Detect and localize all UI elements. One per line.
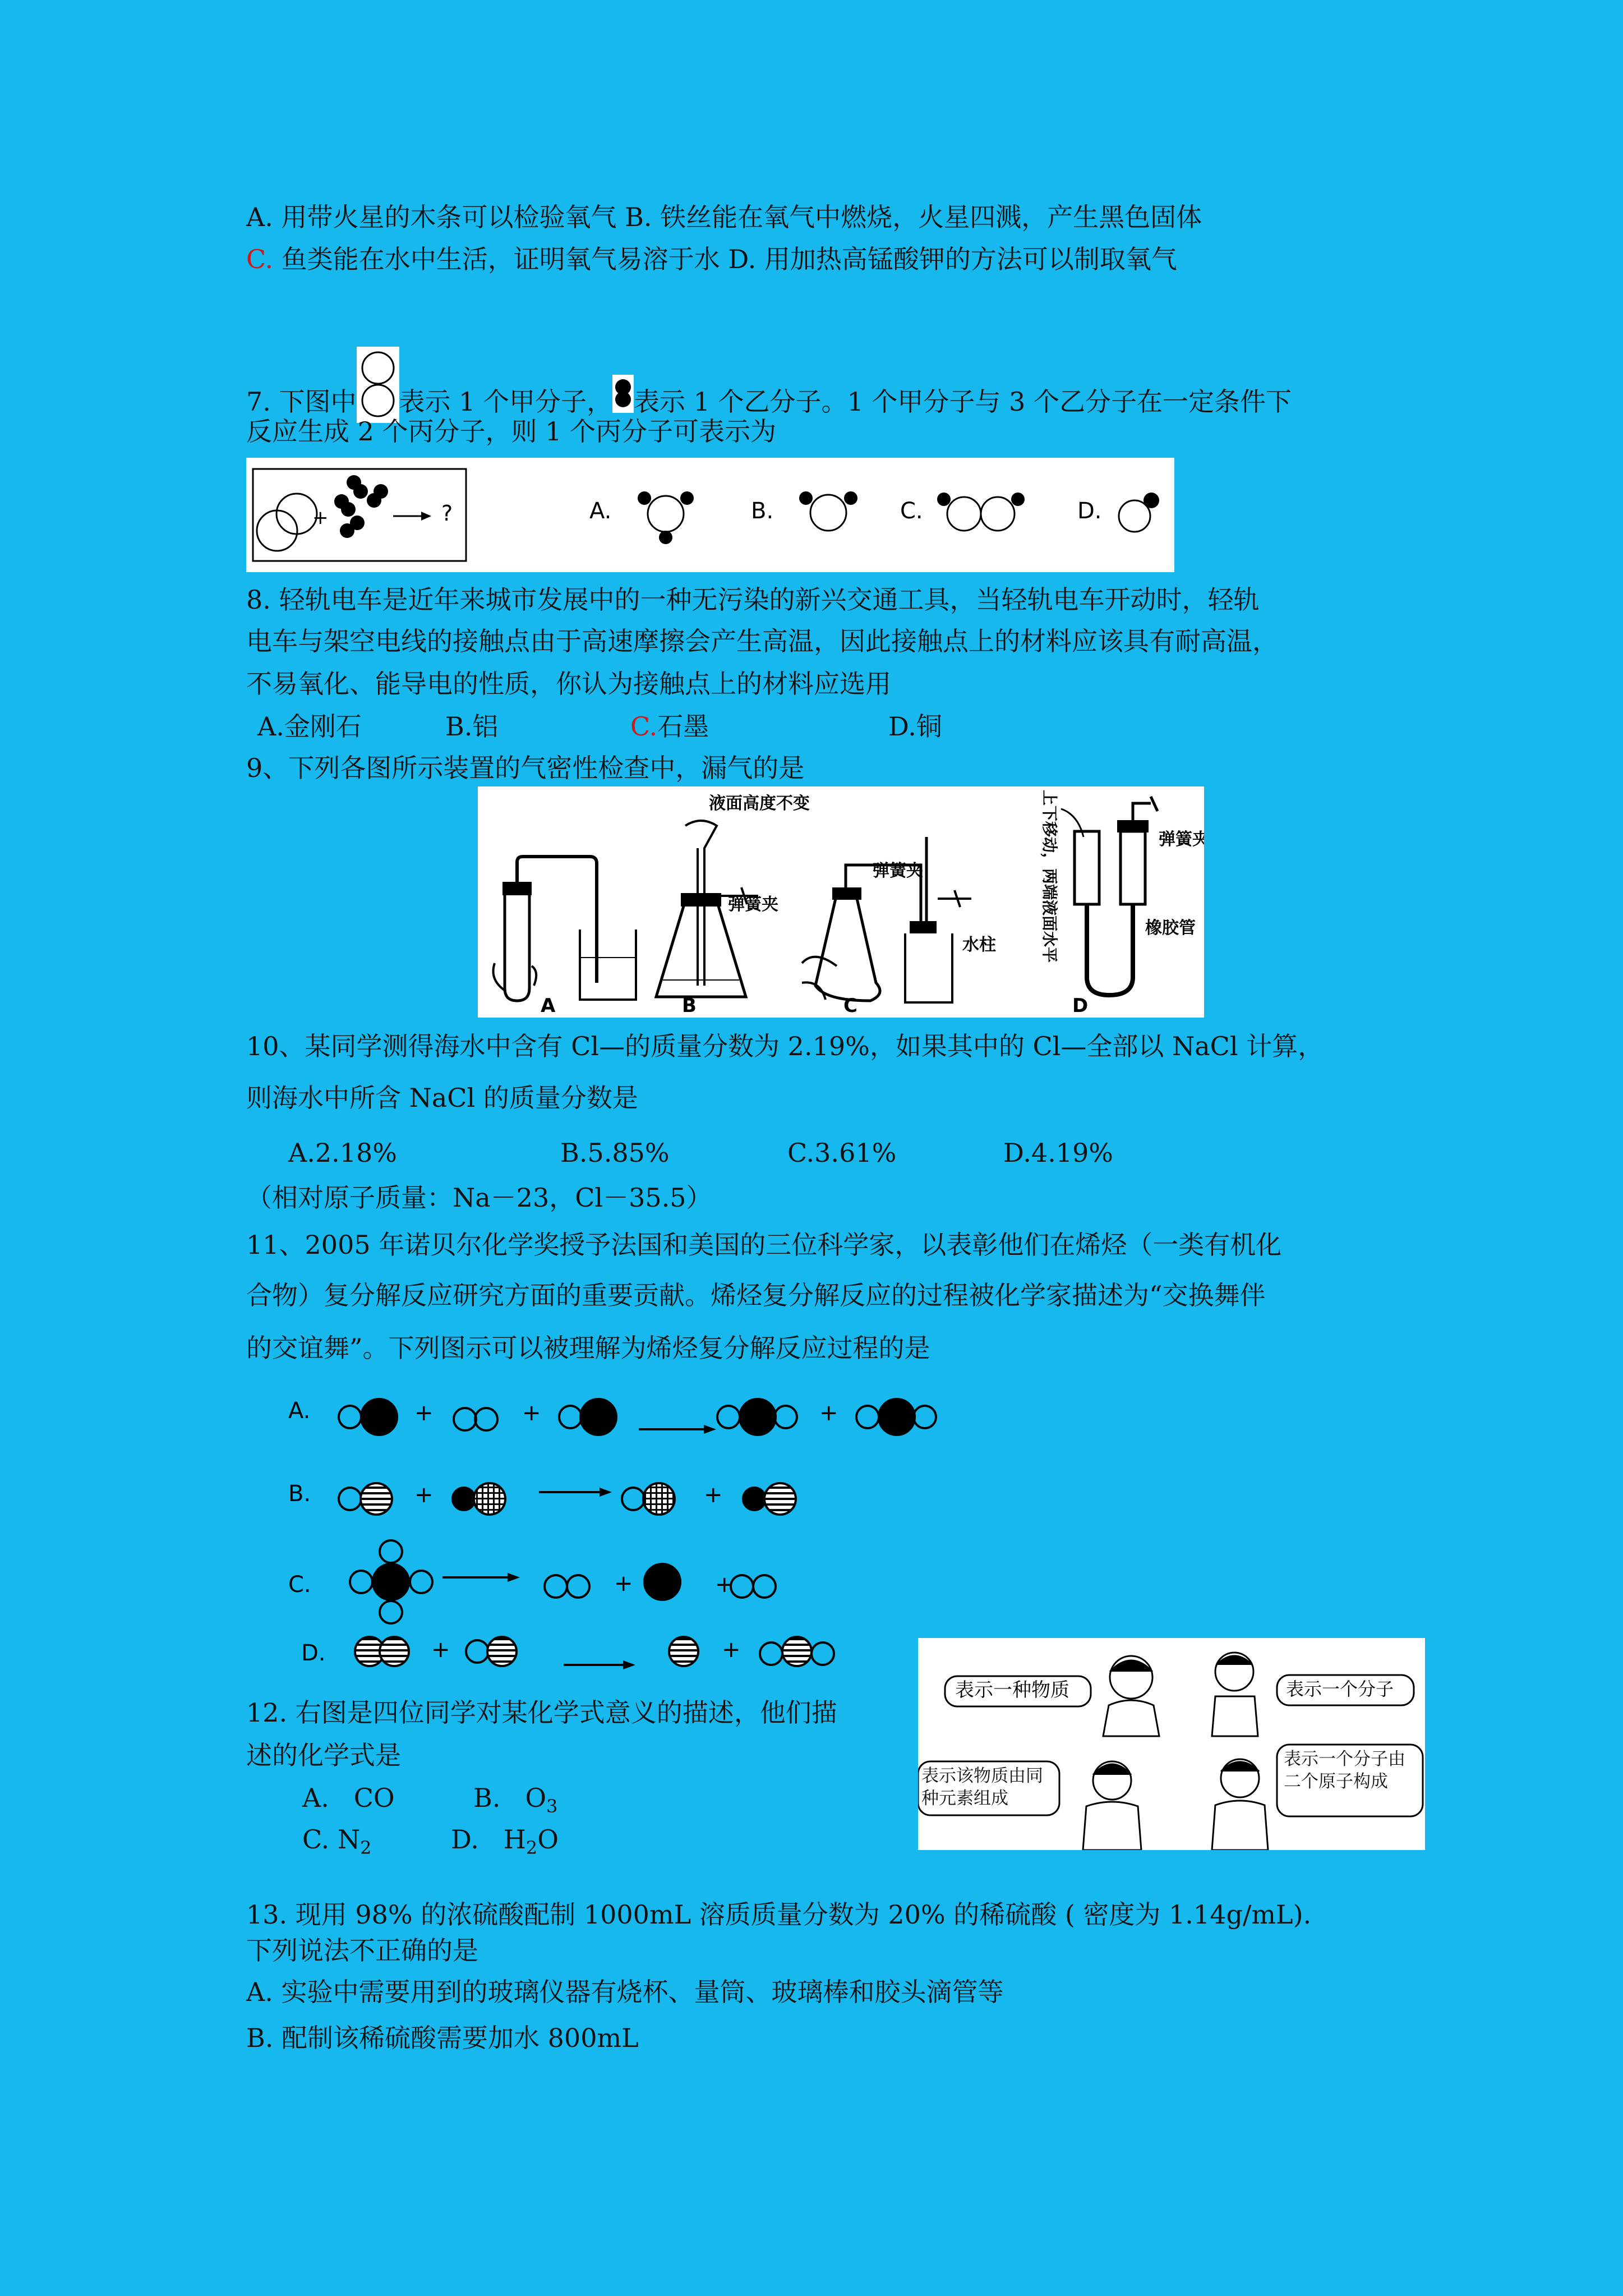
q12-option-b-main: O	[525, 1783, 547, 1813]
q12-option-a-label: A.	[302, 1783, 329, 1813]
q13-option-b[interactable]: B. 配制该稀硫酸需要加水 800mL	[246, 2023, 639, 2053]
q12-option-a[interactable]	[302, 1782, 395, 1814]
q11-option-d-label[interactable]: D.	[301, 1640, 326, 1666]
q10-option-a[interactable]: A.2.18%	[288, 1138, 397, 1168]
q7-stem-line1	[246, 347, 1292, 423]
q7-figure	[246, 458, 1174, 572]
q8-line3: 不易氧化、能导电的性质，你认为接触点上的材料应选用	[246, 669, 891, 699]
q11-option-a-label[interactable]: A.	[288, 1398, 311, 1424]
q11-line2: 合物）复分解反应研究方面的重要贡献。烯烃复分解反应的过程被化学家描述为“交换舞伴	[246, 1280, 1266, 1310]
q9-label-d: D	[1072, 995, 1089, 1017]
molecule-yi-icon	[612, 375, 634, 413]
q7-stem-part1: 7. 下图中	[246, 386, 357, 417]
q9-label-a: A	[541, 995, 556, 1017]
q8-option-b[interactable]: B.铝	[445, 711, 499, 742]
q12-cartoon-figure	[918, 1638, 1425, 1850]
q9-label-spring-clip-b: 弹簧夹	[728, 895, 778, 914]
q7-stem-part2: 表示 1 个甲分子，	[399, 386, 613, 417]
q9-stem: 9、下列各图所示装置的气密性检查中，漏气的是	[246, 753, 805, 783]
q12-bubble-4: 表示一个分子由二个原子构成	[1284, 1749, 1405, 1792]
q12-bubble-2: 表示一个分子	[1286, 1678, 1394, 1700]
q11-option-c-label[interactable]: C.	[288, 1572, 311, 1598]
q9-apparatus-figure	[478, 786, 1204, 1018]
q7-stem-part3: 表示 1 个乙分子。1 个甲分子与 3 个乙分子在一定条件下	[634, 386, 1292, 417]
molecule-jia-icon	[357, 347, 399, 423]
q6-option-c-label: C.	[246, 244, 274, 274]
q11-plus-a2: +	[522, 1400, 541, 1426]
q13-line2: 下列说法不正确的是	[246, 1935, 478, 1966]
q10-line1: 10、某同学测得海水中含有 Cl—的质量分数为 2.19%，如果其中的 Cl—全部以 NaCl 计算，	[246, 1031, 1324, 1061]
q8-option-d[interactable]: D.铜	[888, 711, 942, 742]
q11-plus-d2: +	[722, 1637, 741, 1663]
q12-option-b[interactable]	[473, 1782, 557, 1823]
q12-option-d-tail: O	[537, 1824, 559, 1855]
q13-line1: 13. 现用 98% 的浓硫酸配制 1000mL 溶质质量分数为 20% 的稀硫酸 ( 密度为 1.14g/mL).	[246, 1899, 1312, 1930]
q9-label-water-column: 水柱	[962, 935, 996, 955]
q13-option-a[interactable]: A. 实验中需要用到的玻璃仪器有烧杯、量筒、玻璃棒和胶头滴管等	[246, 1977, 1004, 2007]
q8-line1: 8. 轻轨电车是近年来城市发展中的一种无污染的新兴交通工具，当轻轨电车开动时，轻轨	[246, 585, 1260, 615]
q11-options-figure	[246, 1380, 964, 1683]
q11-option-b-label[interactable]: B.	[288, 1481, 311, 1507]
q8-option-c-label: C.	[630, 711, 658, 742]
q12-option-c-main: N	[337, 1824, 361, 1855]
q8-option-c-text: 石墨	[657, 711, 709, 742]
q8-option-a[interactable]: A.金刚石	[257, 711, 362, 742]
q11-plus-c2: +	[715, 1572, 734, 1598]
q8-option-c[interactable]	[630, 710, 709, 743]
q11-plus-a3: +	[819, 1400, 838, 1426]
q9-label-liquid-level: 液面高度不变	[709, 794, 810, 813]
q12-option-d-label: D.	[451, 1824, 479, 1855]
q12-option-b-sub: 3	[546, 1796, 558, 1817]
q11-plus-b2: +	[704, 1482, 723, 1508]
q10-option-b[interactable]: B.5.85%	[560, 1138, 670, 1168]
q11-line1: 11、2005 年诺贝尔化学奖授予法国和美国的三位科学家，以表彰他们在烯烃（一类有机化	[246, 1230, 1282, 1260]
q9-label-vertical: 上下移动，两端液面水平	[1040, 790, 1059, 963]
q12-bubble-3: 表示该物质由同种元素组成	[921, 1766, 1043, 1809]
q11-plus-a1: +	[414, 1400, 434, 1426]
q6-line2-text: 鱼类能在水中生活，证明氧气易溶于水 D. 用加热高锰酸钾的方法可以制取氧气	[273, 244, 1177, 274]
q6-line2	[246, 243, 1177, 275]
q10-option-d[interactable]: D.4.19%	[1003, 1138, 1113, 1168]
q9-label-c: C	[843, 995, 857, 1017]
q12-option-a-value: CO	[353, 1783, 395, 1813]
q9-label-spring-clip-d: 弹簧夹	[1159, 830, 1204, 849]
q7-option-a-label[interactable]: A.	[589, 498, 612, 524]
q11-line3: 的交谊舞”。下列图示可以被理解为烯烃复分解反应过程的是	[246, 1333, 930, 1363]
q11-plus-c1: +	[614, 1571, 633, 1596]
q11-plus-b1: +	[414, 1482, 434, 1508]
q7-option-c-label[interactable]: C.	[900, 498, 923, 524]
q10-note: （相对原子质量：Na－23，Cl－35.5）	[246, 1182, 712, 1213]
q12-option-d-main: H	[503, 1824, 526, 1855]
q12-option-d[interactable]	[451, 1823, 559, 1864]
svg-text:+: +	[312, 507, 329, 529]
q12-option-d-sub: 2	[525, 1837, 538, 1858]
q7-option-b-label[interactable]: B.	[751, 498, 774, 524]
q12-option-c-sub: 2	[360, 1837, 372, 1858]
q9-label-b: B	[682, 995, 697, 1017]
q12-line1: 12. 右图是四位同学对某化学式意义的描述，他们描	[246, 1697, 837, 1728]
q12-bubble-1: 表示一种物质	[955, 1679, 1069, 1701]
q12-option-c[interactable]	[302, 1823, 371, 1864]
q9-label-spring-clip-c: 弹簧夹	[873, 861, 923, 881]
q10-line2: 则海水中所含 NaCl 的质量分数是	[246, 1083, 638, 1113]
q6-line1: A. 用带火星的木条可以检验氧气 B. 铁丝能在氧气中燃烧，火星四溅，产生黑色固体	[246, 202, 1202, 232]
q7-question-mark: ?	[441, 501, 453, 526]
q7-stem-line2: 反应生成 2 个丙分子，则 1 个丙分子可表示为	[246, 416, 777, 447]
q8-line2: 电车与架空电线的接触点由于高速摩擦会产生高温，因此接触点上的材料应该具有耐高温，	[246, 626, 1278, 656]
q12-line2: 述的化学式是	[246, 1740, 401, 1770]
q12-option-c-label: C.	[302, 1824, 330, 1855]
q12-option-b-label: B.	[473, 1783, 501, 1813]
q10-option-c[interactable]: C.3.61%	[787, 1138, 897, 1168]
q7-option-d-label[interactable]: D.	[1077, 498, 1102, 524]
q9-label-rubber-tube: 橡胶管	[1145, 918, 1196, 938]
q11-plus-d1: +	[431, 1637, 450, 1663]
